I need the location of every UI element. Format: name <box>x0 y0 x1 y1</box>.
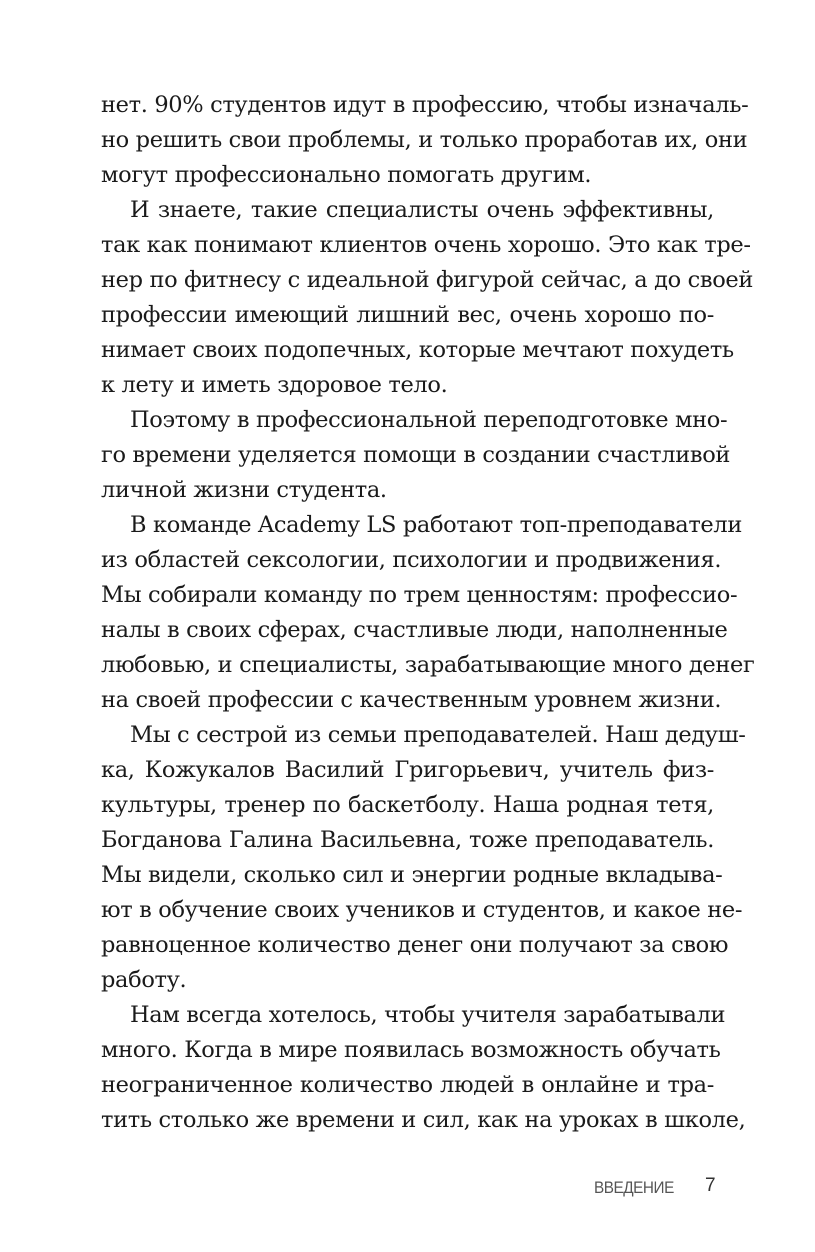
paragraph <box>101 403 731 508</box>
text-line: на своей профессии с качественным уровнем жизни. <box>101 687 722 713</box>
text-line: ют в обучение своих учеников и студентов, и какое не- <box>101 897 743 923</box>
paragraph <box>101 718 746 998</box>
paragraph <box>101 88 749 193</box>
text-line: нимает своих подопечных, которые мечтают похудеть <box>101 337 734 363</box>
text-line: много. Когда в мире появилась возможность обучать <box>101 1037 721 1063</box>
text-line: Мы собирали команду по трем ценностям: профессио- <box>101 582 738 608</box>
text-line: В команде Academy LS работают топ-преподаватели <box>130 512 742 538</box>
text-line: культуры, тренер по баскетболу. Наша родная тетя, <box>101 792 714 818</box>
text-line: го времени уделяется помощи в создании счастливой <box>101 442 731 468</box>
page-number: 7 <box>705 1175 716 1196</box>
text-line: Поэтому в профессиональной переподготовке мно- <box>130 407 728 433</box>
text-line: работу. <box>101 967 187 993</box>
text-line: нет. 90% студентов идут в профессию, чтобы изначаль- <box>101 92 749 118</box>
text-line: нер по фитнесу с идеальной фигурой сейчас, а до своей <box>101 267 754 293</box>
text-line: неограниченное количество людей в онлайне и тра- <box>101 1072 714 1098</box>
paragraph <box>101 998 746 1138</box>
text-line: любовью, и специалисты, зарабатывающие много денег <box>101 652 755 678</box>
text-line: так как понимают клиентов очень хорошо. Это как тре- <box>101 232 751 258</box>
text-line: И знаете, такие специалисты очень эффективны, <box>130 197 714 223</box>
text-line: ка, Кожукалов Василий Григорьевич, учитель физ- <box>101 757 714 783</box>
text-line: личной жизни студента. <box>101 477 387 503</box>
page-body <box>101 88 755 1138</box>
text-line: налы в своих сферах, счастливые люди, наполненные <box>101 617 728 643</box>
text-line: из областей сексологии, психологии и продвижения. <box>101 547 722 573</box>
running-footer-section: ВВЕДЕНИЕ <box>594 1178 674 1197</box>
text-line: равноценное количество денег они получают за свою <box>101 932 729 958</box>
text-line: тить столько же времени и сил, как на уроках в школе, <box>101 1107 746 1133</box>
text-line: Мы с сестрой из семьи преподавателей. Наш дедуш- <box>130 722 746 748</box>
text-line: профессии имеющий лишний вес, очень хорошо по- <box>101 302 714 328</box>
text-line: Нам всегда хотелось, чтобы учителя зарабатывали <box>130 1002 726 1028</box>
text-line: Богданова Галина Васильевна, тоже преподаватель. <box>101 827 714 853</box>
paragraph <box>101 508 755 718</box>
text-line: Мы видели, сколько сил и энергии родные вкладыва- <box>101 862 723 888</box>
paragraph <box>101 193 754 403</box>
text-line: но решить свои проблемы, и только проработав их, они <box>101 127 748 153</box>
text-line: могут профессионально помогать другим. <box>101 162 592 188</box>
text-line: к лету и иметь здоровое тело. <box>101 372 448 398</box>
